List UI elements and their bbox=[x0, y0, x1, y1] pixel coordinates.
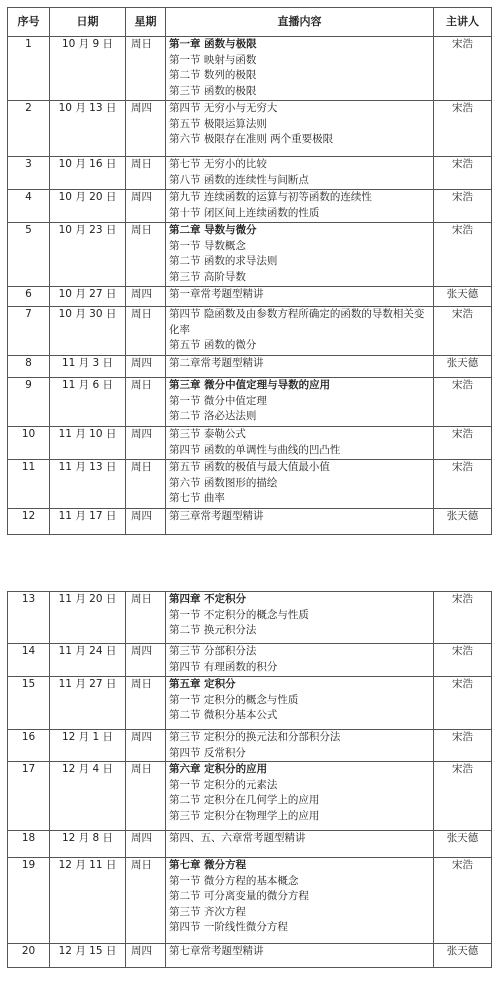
row-date: 11 月 27 日 bbox=[50, 677, 126, 730]
row-lecturer: 宋浩 bbox=[434, 190, 492, 223]
table-row bbox=[8, 858, 492, 944]
table-row bbox=[8, 287, 492, 307]
row-weekday: 周日 bbox=[126, 307, 166, 356]
section-line: 第二节 微积分基本公式 bbox=[169, 709, 278, 721]
row-weekday: 周四 bbox=[126, 509, 166, 535]
section-line: 第四节 隐函数及由参数方程所确定的函数的导数相关变化率 bbox=[169, 308, 425, 336]
chapter-title: 第二章 导数与微分 bbox=[169, 224, 257, 236]
row-number: 8 bbox=[8, 356, 50, 378]
section-line: 第三节 函数的极限 bbox=[169, 84, 257, 97]
row-lecturer: 张天德 bbox=[434, 944, 492, 968]
row-lecturer: 宋浩 bbox=[434, 858, 492, 944]
row-date: 12 月 4 日 bbox=[50, 762, 126, 831]
row-date: 11 月 17 日 bbox=[50, 509, 126, 535]
chapter-title: 第三章 微分中值定理与导数的应用 bbox=[169, 379, 331, 391]
row-content bbox=[166, 944, 434, 968]
row-lecturer: 宋浩 bbox=[434, 644, 492, 677]
section-line: 第二节 可分离变量的微分方程 bbox=[169, 890, 309, 902]
schedule-body-part-2 bbox=[8, 592, 492, 968]
chapter-title: 第六章 定积分的应用 bbox=[169, 763, 268, 775]
header-date: 日期 bbox=[50, 8, 126, 37]
row-content bbox=[166, 460, 434, 509]
row-lecturer: 宋浩 bbox=[434, 223, 492, 287]
row-number: 1 bbox=[8, 37, 50, 101]
row-weekday: 周日 bbox=[126, 378, 166, 427]
row-weekday: 周日 bbox=[126, 157, 166, 190]
row-lecturer: 宋浩 bbox=[434, 307, 492, 356]
row-content bbox=[166, 858, 434, 944]
row-number: 6 bbox=[8, 287, 50, 307]
row-lecturer: 宋浩 bbox=[434, 101, 492, 157]
row-number: 19 bbox=[8, 858, 50, 944]
table-row bbox=[8, 157, 492, 190]
section-line: 第四节 函数的单调性与曲线的凹凸性 bbox=[169, 443, 341, 456]
section-line: 第二节 函数的求导法则 bbox=[169, 255, 278, 267]
header-content: 直播内容 bbox=[166, 8, 434, 37]
section-line: 第一节 微分中值定理 bbox=[169, 394, 267, 407]
section-line: 第二章常考题型精讲 bbox=[169, 357, 264, 369]
row-lecturer: 宋浩 bbox=[434, 592, 492, 644]
section-line: 第二节 洛必达法则 bbox=[169, 410, 257, 422]
row-date: 10 月 23 日 bbox=[50, 223, 126, 287]
header-lecturer: 主讲人 bbox=[434, 8, 492, 37]
row-date: 10 月 27 日 bbox=[50, 287, 126, 307]
section-line: 第六节 极限存在准则 两个重要极限 bbox=[169, 133, 334, 145]
table-row bbox=[8, 101, 492, 157]
table-row bbox=[8, 730, 492, 762]
row-number: 17 bbox=[8, 762, 50, 831]
section-line: 第十节 闭区间上连续函数的性质 bbox=[169, 206, 320, 219]
table-row bbox=[8, 190, 492, 223]
section-line: 第四、五、六章常考题型精讲 bbox=[169, 832, 306, 844]
row-number: 18 bbox=[8, 831, 50, 858]
row-lecturer: 宋浩 bbox=[434, 460, 492, 509]
row-number: 3 bbox=[8, 157, 50, 190]
table-row bbox=[8, 677, 492, 730]
table-row bbox=[8, 762, 492, 831]
section-line: 第二节 定积分在几何学上的应用 bbox=[169, 794, 320, 806]
row-weekday: 周四 bbox=[126, 644, 166, 677]
row-lecturer: 张天德 bbox=[434, 509, 492, 535]
row-weekday: 周日 bbox=[126, 762, 166, 831]
row-date: 12 月 1 日 bbox=[50, 730, 126, 762]
row-content bbox=[166, 190, 434, 223]
row-lecturer: 宋浩 bbox=[434, 677, 492, 730]
row-weekday: 周日 bbox=[126, 858, 166, 944]
table-row bbox=[8, 460, 492, 509]
row-content bbox=[166, 831, 434, 858]
table-row bbox=[8, 307, 492, 356]
row-weekday: 周四 bbox=[126, 190, 166, 223]
row-date: 11 月 24 日 bbox=[50, 644, 126, 677]
row-date: 11 月 10 日 bbox=[50, 427, 126, 460]
row-weekday: 周四 bbox=[126, 356, 166, 378]
chapter-title: 第五章 定积分 bbox=[169, 678, 236, 690]
row-content bbox=[166, 307, 434, 356]
row-content bbox=[166, 223, 434, 287]
table-row bbox=[8, 223, 492, 287]
row-weekday: 周日 bbox=[126, 460, 166, 509]
row-date: 10 月 30 日 bbox=[50, 307, 126, 356]
section-line: 第四节 反常积分 bbox=[169, 746, 246, 759]
section-line: 第九节 连续函数的运算与初等函数的连续性 bbox=[169, 191, 372, 203]
row-lecturer: 宋浩 bbox=[434, 730, 492, 762]
row-content bbox=[166, 730, 434, 762]
section-line: 第六节 函数图形的描绘 bbox=[169, 476, 278, 489]
row-content bbox=[166, 101, 434, 157]
row-weekday: 周四 bbox=[126, 730, 166, 762]
section-line: 第五节 极限运算法则 bbox=[169, 117, 267, 130]
row-date: 10 月 13 日 bbox=[50, 101, 126, 157]
header-row bbox=[8, 8, 492, 37]
row-date: 11 月 13 日 bbox=[50, 460, 126, 509]
table-row bbox=[8, 831, 492, 858]
row-content bbox=[166, 592, 434, 644]
row-lecturer: 张天德 bbox=[434, 356, 492, 378]
row-number: 10 bbox=[8, 427, 50, 460]
row-date: 12 月 11 日 bbox=[50, 858, 126, 944]
table-row bbox=[8, 509, 492, 535]
row-number: 12 bbox=[8, 509, 50, 535]
row-content bbox=[166, 287, 434, 307]
page-break bbox=[0, 578, 497, 590]
section-line: 第一节 不定积分的概念与性质 bbox=[169, 608, 309, 621]
row-number: 11 bbox=[8, 460, 50, 509]
section-line: 第三节 泰勒公式 bbox=[169, 428, 246, 440]
row-lecturer: 宋浩 bbox=[434, 378, 492, 427]
row-lecturer: 张天德 bbox=[434, 287, 492, 307]
row-number: 14 bbox=[8, 644, 50, 677]
table-row bbox=[8, 944, 492, 968]
row-content bbox=[166, 509, 434, 535]
table-row bbox=[8, 37, 492, 101]
table-row bbox=[8, 356, 492, 378]
section-line: 第四节 无穷小与无穷大 bbox=[169, 102, 278, 114]
row-number: 20 bbox=[8, 944, 50, 968]
row-number: 16 bbox=[8, 730, 50, 762]
row-date: 10 月 20 日 bbox=[50, 190, 126, 223]
section-line: 第一章常考题型精讲 bbox=[169, 288, 264, 300]
row-number: 4 bbox=[8, 190, 50, 223]
chapter-title: 第七章 微分方程 bbox=[169, 859, 247, 871]
section-line: 第七章常考题型精讲 bbox=[169, 945, 264, 957]
row-weekday: 周四 bbox=[126, 101, 166, 157]
section-line: 第四节 有理函数的积分 bbox=[169, 660, 278, 673]
row-weekday: 周四 bbox=[126, 427, 166, 460]
schedule-table-part-2 bbox=[7, 591, 492, 968]
row-weekday: 周日 bbox=[126, 677, 166, 730]
row-number: 2 bbox=[8, 101, 50, 157]
row-date: 12 月 15 日 bbox=[50, 944, 126, 968]
section-line: 第三节 分部积分法 bbox=[169, 645, 257, 657]
row-number: 13 bbox=[8, 592, 50, 644]
row-number: 5 bbox=[8, 223, 50, 287]
row-content bbox=[166, 677, 434, 730]
row-lecturer: 宋浩 bbox=[434, 157, 492, 190]
table-row bbox=[8, 592, 492, 644]
row-date: 11 月 6 日 bbox=[50, 378, 126, 427]
row-number: 15 bbox=[8, 677, 50, 730]
row-content bbox=[166, 157, 434, 190]
row-weekday: 周四 bbox=[126, 944, 166, 968]
row-content bbox=[166, 378, 434, 427]
section-line: 第七节 无穷小的比较 bbox=[169, 158, 267, 170]
row-content bbox=[166, 356, 434, 378]
row-content bbox=[166, 762, 434, 831]
section-line: 第四节 一阶线性微分方程 bbox=[169, 921, 288, 933]
schedule-body-part-1 bbox=[8, 37, 492, 535]
table-row bbox=[8, 427, 492, 460]
header-num: 序号 bbox=[8, 8, 50, 37]
section-line: 第二节 数列的极限 bbox=[169, 69, 257, 81]
row-content bbox=[166, 37, 434, 101]
row-weekday: 周日 bbox=[126, 592, 166, 644]
section-line: 第三节 高阶导数 bbox=[169, 270, 246, 283]
row-weekday: 周日 bbox=[126, 37, 166, 101]
row-lecturer: 宋浩 bbox=[434, 762, 492, 831]
section-line: 第二节 换元积分法 bbox=[169, 624, 257, 636]
table-row bbox=[8, 378, 492, 427]
row-content bbox=[166, 644, 434, 677]
chapter-title: 第一章 函数与极限 bbox=[169, 38, 257, 50]
row-date: 12 月 8 日 bbox=[50, 831, 126, 858]
chapter-title: 第四章 不定积分 bbox=[169, 593, 247, 605]
section-line: 第五节 函数的极值与最大值最小值 bbox=[169, 461, 330, 473]
row-weekday: 周四 bbox=[126, 287, 166, 307]
section-line: 第八节 函数的连续性与间断点 bbox=[169, 173, 309, 186]
section-line: 第一节 定积分的元素法 bbox=[169, 778, 278, 791]
section-line: 第三节 定积分的换元法和分部积分法 bbox=[169, 731, 341, 743]
row-number: 7 bbox=[8, 307, 50, 356]
section-line: 第三章常考题型精讲 bbox=[169, 510, 264, 522]
row-date: 10 月 9 日 bbox=[50, 37, 126, 101]
row-date: 11 月 20 日 bbox=[50, 592, 126, 644]
section-line: 第一节 微分方程的基本概念 bbox=[169, 874, 299, 887]
row-lecturer: 宋浩 bbox=[434, 37, 492, 101]
header-weekday: 星期 bbox=[126, 8, 166, 37]
row-lecturer: 宋浩 bbox=[434, 427, 492, 460]
section-line: 第三节 齐次方程 bbox=[169, 905, 246, 918]
table-row bbox=[8, 644, 492, 677]
row-weekday: 周四 bbox=[126, 831, 166, 858]
row-date: 10 月 16 日 bbox=[50, 157, 126, 190]
section-line: 第一节 映射与函数 bbox=[169, 53, 257, 66]
row-weekday: 周日 bbox=[126, 223, 166, 287]
section-line: 第一节 定积分的概念与性质 bbox=[169, 693, 299, 706]
section-line: 第一节 导数概念 bbox=[169, 239, 246, 252]
section-line: 第七节 曲率 bbox=[169, 492, 225, 504]
row-number: 9 bbox=[8, 378, 50, 427]
schedule-table-part-1 bbox=[7, 7, 492, 535]
section-line: 第五节 函数的微分 bbox=[169, 339, 257, 351]
row-lecturer: 张天德 bbox=[434, 831, 492, 858]
row-date: 11 月 3 日 bbox=[50, 356, 126, 378]
row-content bbox=[166, 427, 434, 460]
section-line: 第三节 定积分在物理学上的应用 bbox=[169, 809, 320, 822]
